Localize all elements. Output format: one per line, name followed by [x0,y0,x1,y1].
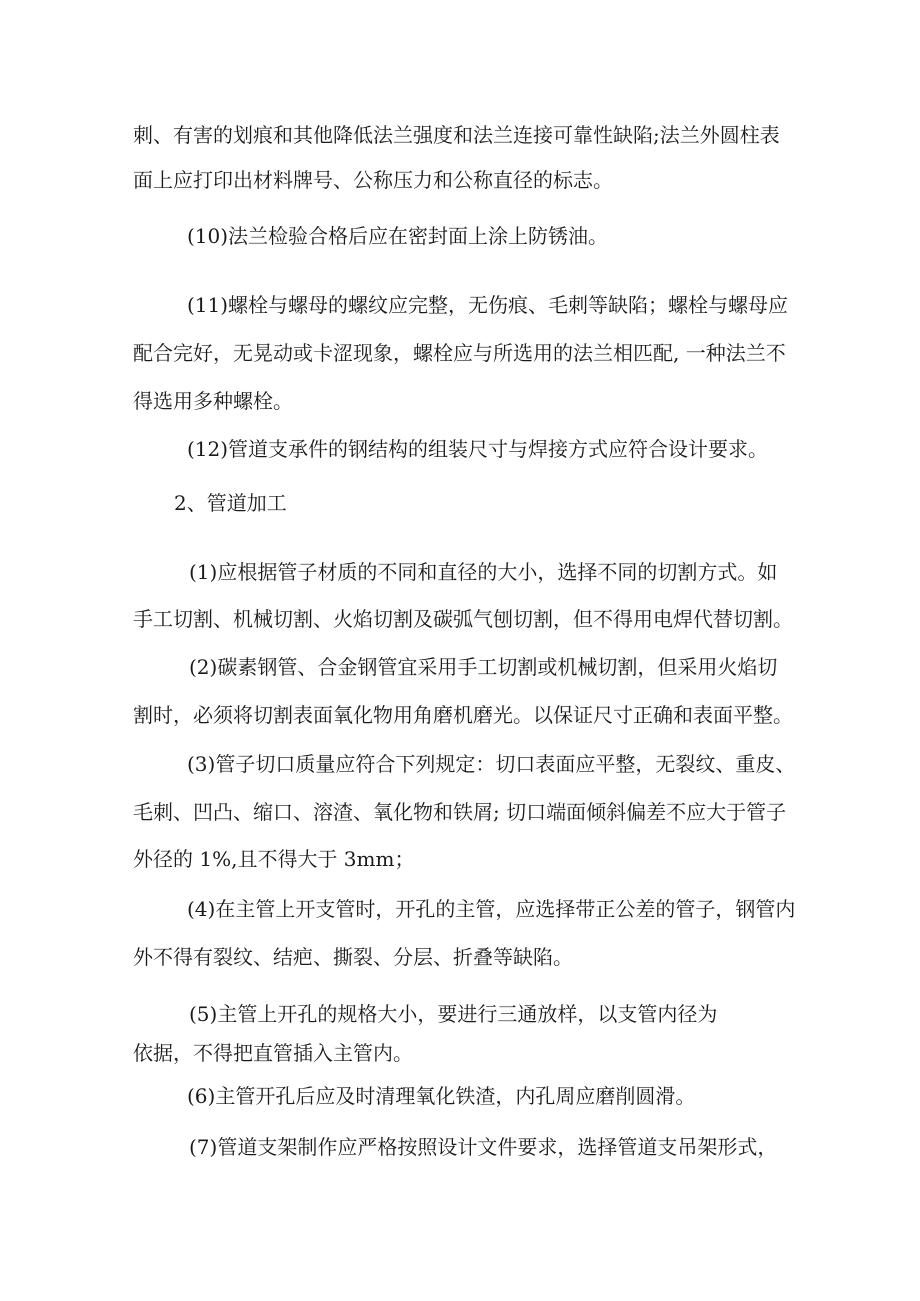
text-line: 毛刺、凹凸、缩口、溶渣、氧化物和铁屑; 切口端面倾斜偏差不应大于管子 [133,800,787,824]
text-line: 面上应打印出材料牌号、公称压力和公称直径的标志。 [133,168,613,192]
text-line: 外径的 1%,且不得大于 3mm； [133,847,415,871]
text-line: 得选用多种螺栓。 [133,389,293,413]
text-line: 外不得有裂纹、结疤、撕裂、分层、折叠等缺陷。 [133,945,573,969]
text-line: (12)管道支承件的钢结构的组装尺寸与焊接方式应符合设计要求。 [187,437,769,461]
section-heading: 2、管道加工 [174,491,287,515]
text-line: (3)管子切口质量应符合下列规定：切口表面应平整，无裂纹、重皮、 [187,752,796,776]
text-line: 刺、有害的划痕和其他降低法兰强度和法兰连接可靠性缺陷;法兰外圆柱表 [133,123,780,147]
text-line: 依据，不得把直管插入主管内。 [133,1041,413,1065]
text-line: (5)主管上开孔的规格大小，要进行三通放样，以支管内径为 [189,1002,718,1026]
text-line: (1)应根据管子材质的不同和直径的大小，选择不同的切割方式。如 [189,560,778,584]
text-line: (4)在主管上开支管时，开孔的主管，应选择带正公差的管子，钢管内 [187,897,796,921]
text-line: (7)管道支架制作应严格按照设计文件要求，选择管道支吊架形式， [189,1135,778,1159]
text-line: 割时，必须将切割表面氧化物用角磨机磨光。以保证尺寸正确和表面平整。 [133,703,793,727]
text-line: (2)碳素钢管、合金钢管宜采用手工切割或机械切割，但采用火焰切 [189,655,778,679]
text-line: (10)法兰检验合格后应在密封面上涂上防锈油。 [187,224,609,248]
text-line: 手工切割、机械切割、火焰切割及碳弧气刨切割，但不得用电焊代替切割。 [133,607,793,631]
text-line: 配合完好，无晃动或卡涩现象，螺栓应与所选用的法兰相匹配, 一种法兰不 [133,341,786,365]
text-line: (11)螺栓与螺母的螺纹应完整，无伤痕、毛刺等缺陷；螺栓与螺母应 [187,293,789,317]
text-line: (6)主管开孔后应及时清理氧化铁渣，内孔周应磨削圆滑。 [187,1084,696,1108]
